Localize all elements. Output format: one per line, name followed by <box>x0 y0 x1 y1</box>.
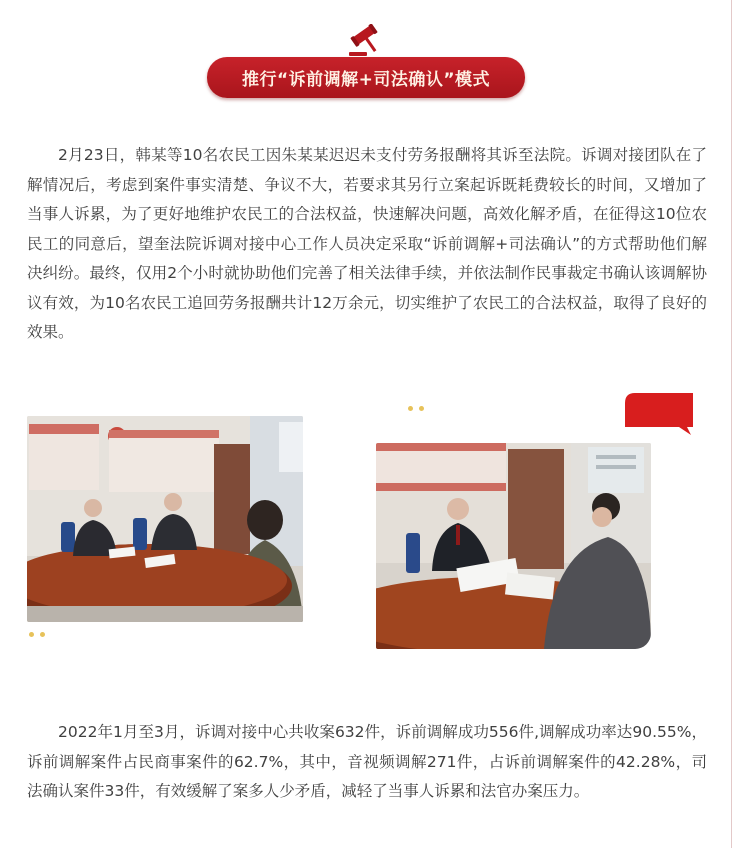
decorative-dots-icon <box>408 406 424 411</box>
gavel-icon <box>347 24 385 58</box>
body-paragraph-2 <box>27 718 707 807</box>
mediation-photo-1 <box>27 416 303 622</box>
red-corner-flag-icon <box>625 393 693 435</box>
title-banner <box>207 57 525 98</box>
paragraph-2-text: 2022年1月至3月，诉调对接中心共收案632件，诉前调解成功556件,调解成功率达90.55%，诉前调解案件占民商事案件的62.7%，其中，音视频调解271件，占诉前调解案件的42.28%，司法确认案件33件，有效缓解了案多人少矛盾，减轻了当事人诉累和法官办案压力。 <box>27 723 707 800</box>
paragraph-1-text: 2月23日，韩某等10名农民工因朱某某迟迟未支付劳务报酬将其诉至法院。诉调对接团队在了解情况后，考虑到案件事实清楚、争议不大，若要求其另行立案起诉既耗费较长的时间，又增加了当事人诉累，为了更好地维护农民工的合法权益，快速解决问题，高效化解矛盾，在征得这10位农民工的同意后，望奎法院诉调对接中心工作人员决定采取“诉前调解+司法确认”的方式帮助他们解决纠纷。最终，仅用2个小时就协助他们完善了相关法律手续，并依法制作民事裁定书确认该调解协议有效，为10名农民工追回劳务报酬共计12万余元，切实维护了农民工的合法权益，取得了良好的效果。 <box>27 146 707 341</box>
mediation-photo-2 <box>376 443 651 649</box>
body-paragraph-1 <box>27 141 707 348</box>
page-title: 推行“诉前调解+司法确认”模式 <box>241 70 491 90</box>
decorative-dots-icon <box>29 632 45 637</box>
page-right-border <box>731 0 732 848</box>
